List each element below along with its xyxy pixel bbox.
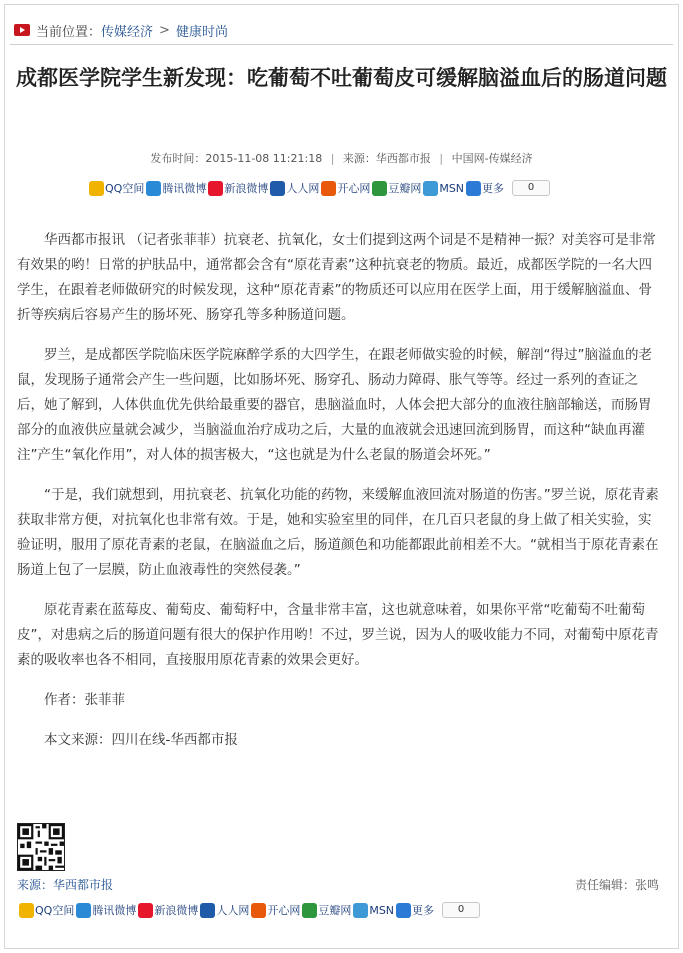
share-tencent-weibo[interactable]	[76, 902, 136, 918]
share-label: 开心网	[267, 904, 301, 917]
share-bar-top	[89, 178, 550, 198]
breadcrumb-label: 当前位置：	[36, 24, 102, 40]
share-label: 腾讯微博	[162, 182, 207, 195]
paragraph: 华西都市报讯 （记者张菲菲）抗衰老、抗氧化，女士们提到这两个词是不是精神一振？对美容可是非常有效果的哟！日常的护肤品中，通常都会含有“原花青素”这种抗衰老的物质。最近，成都医学院的一名大四学生，在跟着老师做研究的时候发现，这种“原花青素”的物质还可以应用在医学上面，用于缓解脑溢血、骨折等疾病后容易产生的肠坏死、肠穿孔等多种肠道问题。	[17, 232, 656, 323]
breadcrumb-item-health-fashion[interactable]: 健康时尚	[175, 24, 228, 40]
share-more-plus[interactable]	[466, 180, 504, 196]
qzone-icon	[19, 903, 34, 918]
article-meta: 发布时间：2015-11-08 11:21:18 | 来源：华西都市报 | 中国网-传媒经济	[150, 152, 533, 165]
breadcrumb-item-media-economy[interactable]: 传媒经济	[101, 24, 154, 40]
editor-name: 张鸣	[634, 878, 659, 892]
share-label: QQ空间	[105, 182, 145, 195]
qr-code-icon	[17, 823, 65, 871]
share-label: 人人网	[216, 904, 250, 917]
sina-weibo-icon	[208, 181, 223, 196]
site-name: 中国网-传媒经济	[451, 152, 533, 165]
article-body	[17, 228, 662, 768]
breadcrumb-divider	[10, 44, 673, 45]
renren-icon	[200, 903, 215, 918]
share-more-plus[interactable]	[396, 902, 434, 918]
share-label: 豆瓣网	[388, 182, 422, 195]
share-kaixin[interactable]	[321, 180, 370, 196]
paragraph: “于是，我们就想到，用抗衰老、抗氧化功能的药物，来缓解血液回流对肠道的伤害。”罗兰说，原花青素获取非常方便，对抗氧化也非常有效。于是，她和实验室里的同伴，在几百只老鼠的身上做了相关实验，实验证明，服用了原花青素的老鼠，在脑溢血之后，肠道颜色和功能都跟此前相差不大。“就相当于原花青素在肠道上包了一层膜，防止血液毒性的突然侵袭。”	[17, 487, 659, 578]
share-label: 豆瓣网	[318, 904, 352, 917]
source-label: 来源：	[342, 152, 376, 165]
footer-source	[17, 876, 113, 893]
douban-icon	[372, 181, 387, 196]
share-label: 腾讯微博	[92, 904, 137, 917]
kaixin-icon	[251, 903, 266, 918]
share-label: QQ空间	[35, 904, 75, 917]
share-bar-bottom	[19, 900, 480, 920]
original-source-line: 本文来源：四川在线-华西都市报	[44, 732, 238, 748]
share-label: 更多	[412, 904, 435, 917]
share-kaixin[interactable]	[251, 902, 300, 918]
share-douban[interactable]	[372, 180, 421, 196]
share-renren[interactable]	[200, 902, 249, 918]
more-plus-icon	[396, 903, 411, 918]
footer-source-link[interactable]: 华西都市报	[53, 878, 114, 892]
breadcrumb	[14, 20, 228, 40]
share-label: 人人网	[286, 182, 320, 195]
more-plus-icon	[466, 181, 481, 196]
publish-label: 发布时间：	[150, 152, 206, 165]
share-renren[interactable]	[270, 180, 319, 196]
qzone-icon	[89, 181, 104, 196]
author-line: 作者：张菲菲	[44, 692, 125, 708]
share-count: 0	[442, 902, 480, 918]
share-qzone[interactable]	[19, 902, 74, 918]
douban-icon	[302, 903, 317, 918]
sina-weibo-icon	[138, 903, 153, 918]
share-msn[interactable]	[353, 903, 394, 918]
article-source: 华西都市报	[375, 152, 431, 165]
footer-source-label: 来源：	[17, 878, 54, 892]
share-sina-weibo[interactable]	[208, 180, 268, 196]
share-label: 开心网	[337, 182, 371, 195]
article-title: 成都医学院学生新发现：吃葡萄不吐葡萄皮可缓解脑溢血后的肠道问题	[16, 65, 667, 90]
msn-icon	[353, 903, 368, 918]
kaixin-icon	[321, 181, 336, 196]
share-tencent-weibo[interactable]	[146, 180, 206, 196]
share-label: MSN	[369, 903, 395, 917]
tencent-weibo-icon	[146, 181, 161, 196]
location-icon	[14, 24, 30, 36]
share-qzone[interactable]	[89, 180, 144, 196]
breadcrumb-separator: >	[159, 22, 170, 38]
share-label: 新浪微博	[224, 182, 269, 195]
paragraph: 原花青素在蓝莓皮、葡萄皮、葡萄籽中，含量非常丰富，这也就意味着，如果你平常“吃葡萄不吐葡萄皮”，对患病之后的肠道问题有很大的保护作用哟！不过，罗兰说，因为人的吸收能力不同，对葡萄中原花青素的吸收率也各不相同，直接服用原花青素的效果会更好。	[17, 602, 659, 668]
paragraph: 罗兰，是成都医学院临床医学院麻醉学系的大四学生，在跟老师做实验的时候，解剖“得过”脑溢血的老鼠，发现肠子通常会产生一些问题，比如肠坏死、肠穿孔、肠动力障碍、胀气等等。经过一系列的查证之后，她了解到，人体供血优先供给最重要的器官，患脑溢血时，人体会把大部分的血液往脑部输送，而肠胃部分的血液供应量就会减少，当脑溢血治疗成功之后，大量的血液就会迅速回流到肠胃，而这种“缺血再灌注”产生“氧化作用”，对人体的损害极大，“这也就是为什么老鼠的肠道会坏死。”	[17, 347, 652, 463]
share-label: MSN	[439, 181, 465, 195]
share-msn[interactable]	[423, 181, 464, 196]
share-douban[interactable]	[302, 902, 351, 918]
share-count: 0	[512, 180, 550, 196]
share-label: 新浪微博	[154, 904, 199, 917]
tencent-weibo-icon	[76, 903, 91, 918]
share-label: 更多	[482, 182, 505, 195]
renren-icon	[270, 181, 285, 196]
editor-label: 责任编辑：	[574, 878, 635, 892]
msn-icon	[423, 181, 438, 196]
publish-time: 2015-11-08 11:21:18	[205, 152, 323, 165]
responsible-editor	[575, 876, 659, 893]
share-sina-weibo[interactable]	[138, 902, 198, 918]
